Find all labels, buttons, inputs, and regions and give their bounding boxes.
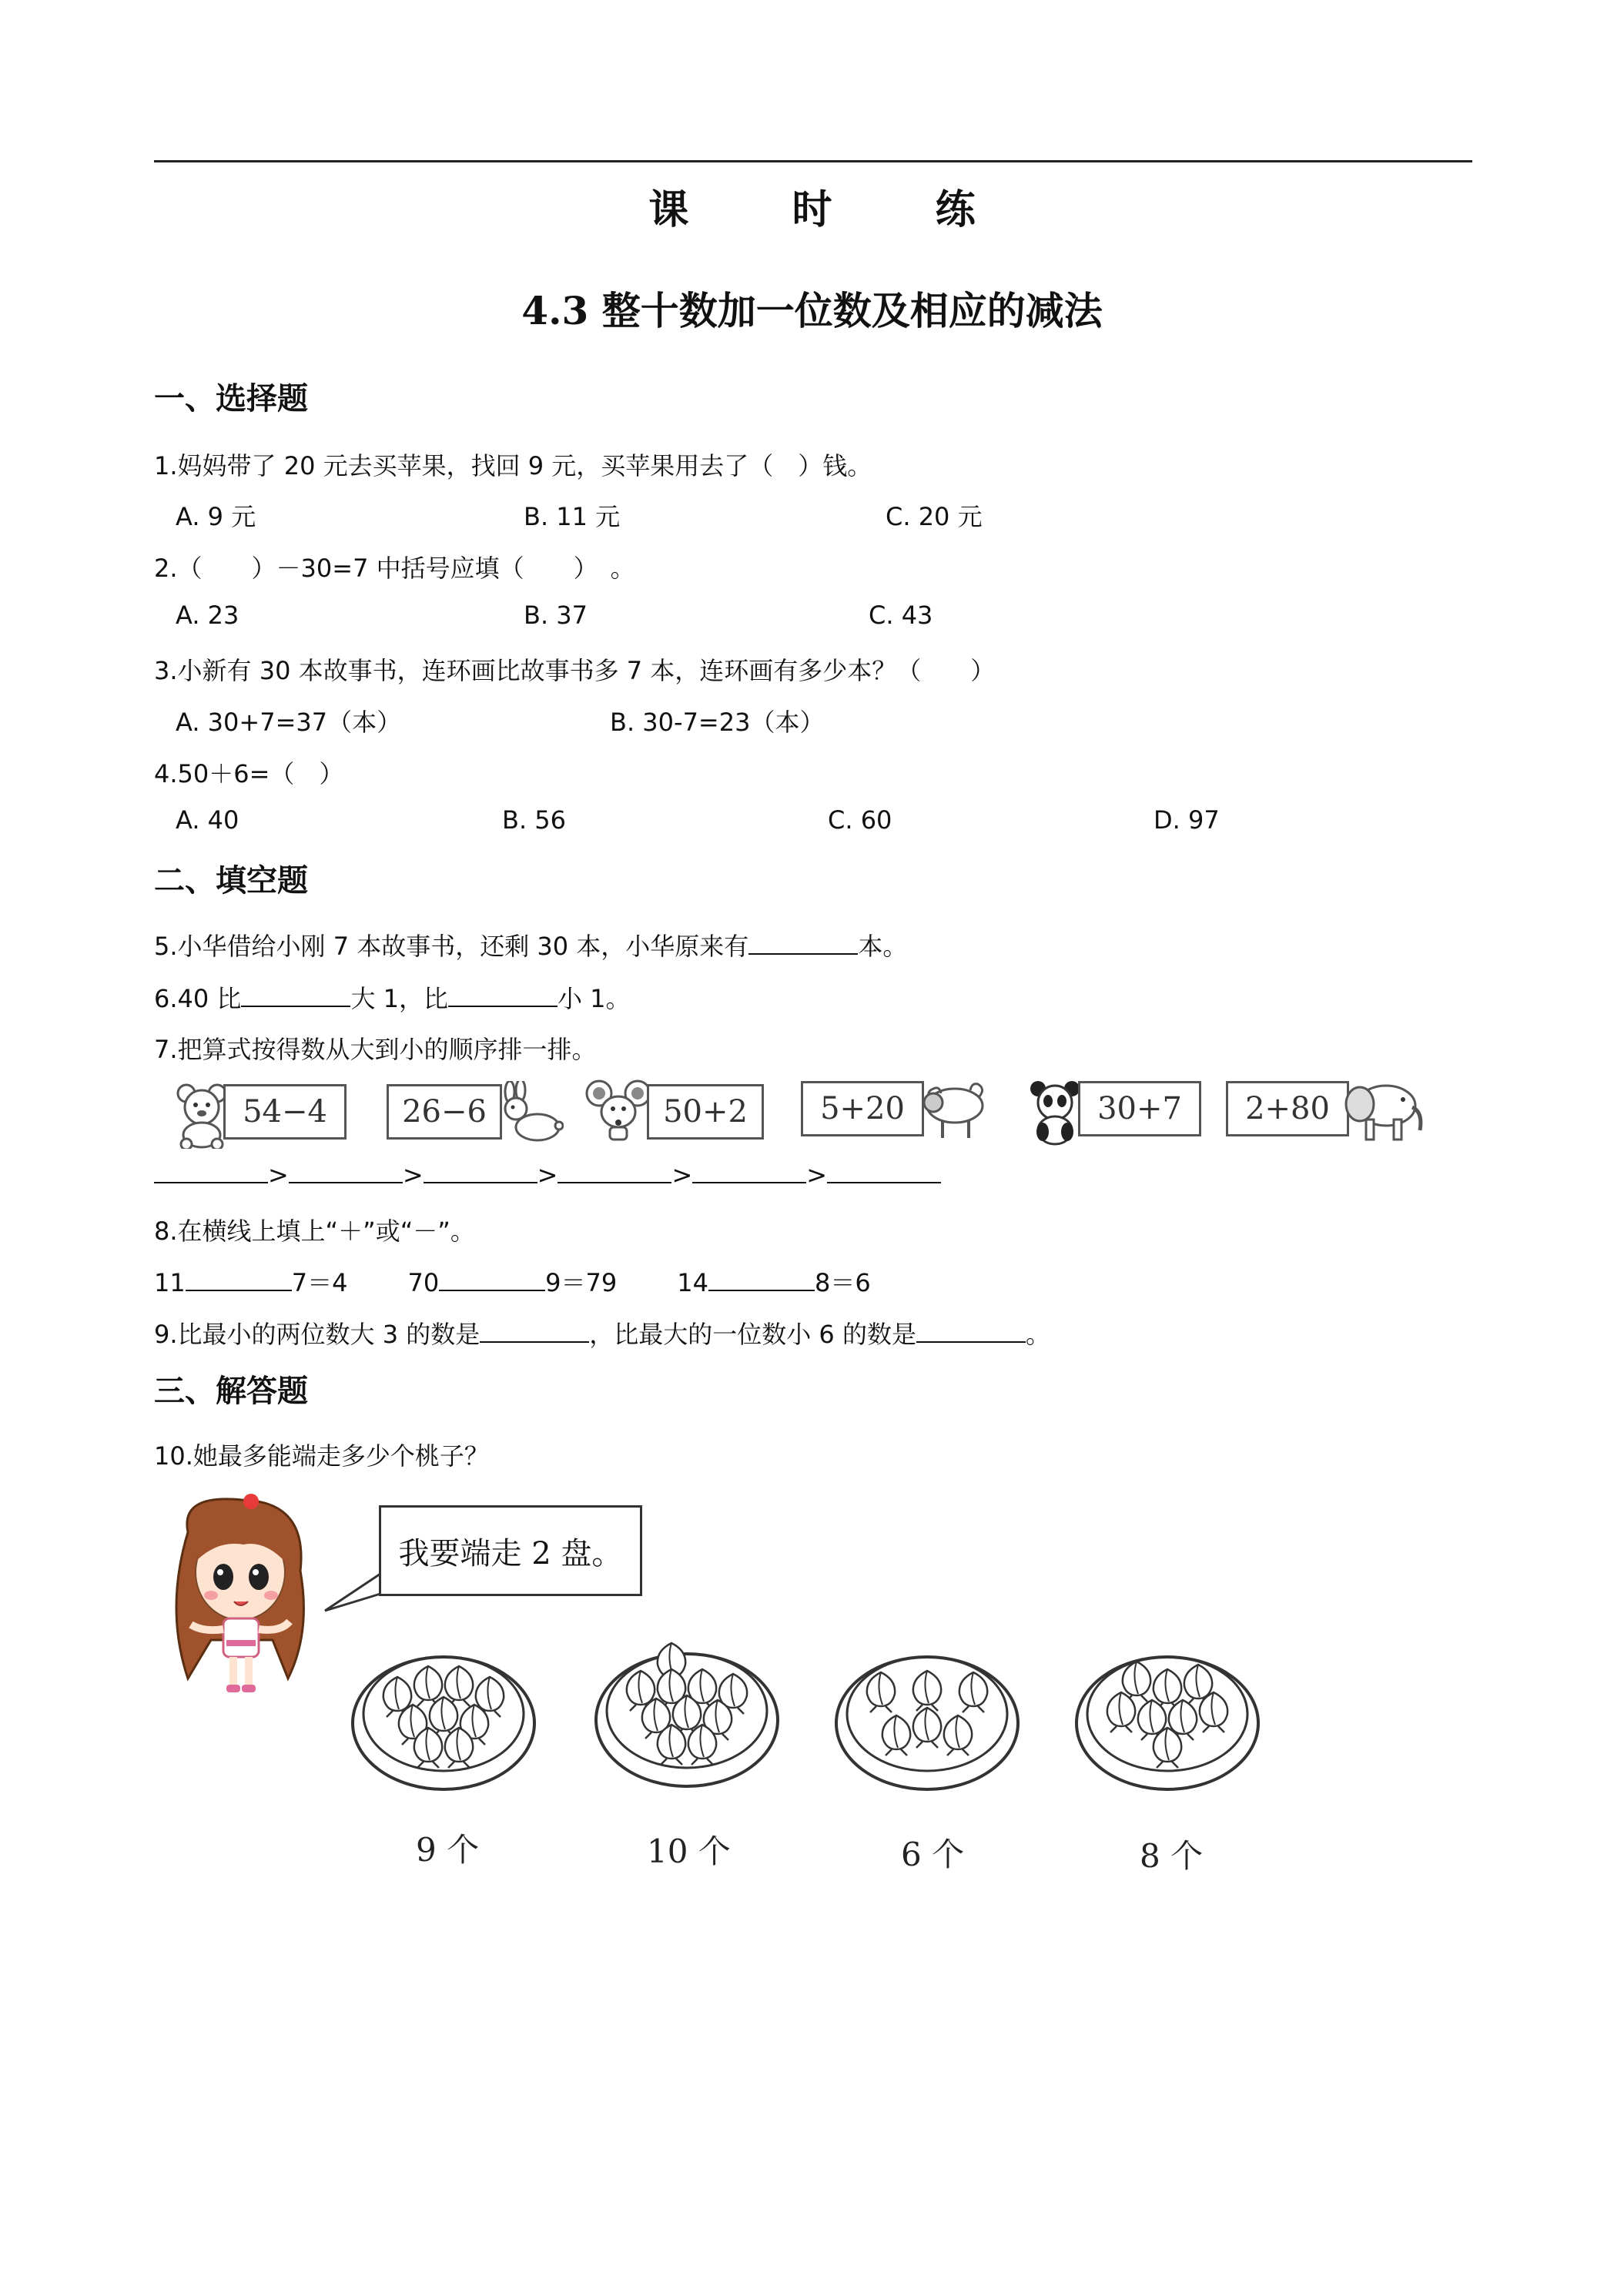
expression-card: 2+80	[1226, 1081, 1349, 1136]
elephant-icon	[1338, 1076, 1425, 1144]
order-blank[interactable]	[827, 1159, 941, 1183]
operator-blank[interactable]	[186, 1267, 292, 1291]
plate-count-label: 8 个	[1140, 1837, 1204, 1875]
expression-card: 30+7	[1078, 1081, 1201, 1136]
q6-blank-2[interactable]	[448, 982, 558, 1007]
girl-illustration	[157, 1486, 326, 1709]
q5-text: 5.小华借给小刚 7 本故事书，还剩 30 本，小华原来有	[154, 932, 749, 961]
greater-than-sign: >	[402, 1160, 424, 1190]
q1-option-a: A. 9 元	[176, 502, 256, 531]
expression-card: 26−6	[387, 1084, 502, 1140]
q2-option-c: C. 43	[869, 601, 933, 630]
plate-count-label: 6 个	[901, 1836, 965, 1873]
section-heading-fill: 二、填空题	[154, 863, 308, 899]
q4-option-b: B. 56	[502, 805, 567, 835]
q1-option-c: C. 20 元	[886, 502, 983, 531]
plate-6	[836, 1657, 1018, 1789]
q8-result: 9＝79	[545, 1268, 618, 1297]
question-4: 4.50＋6=（ ）	[154, 759, 344, 788]
q6-blank-1[interactable]	[241, 982, 350, 1007]
q9-text-2: ，比最大的一位数小 6 的数是	[589, 1320, 916, 1349]
expression-card: 5+20	[801, 1081, 924, 1136]
order-blank[interactable]	[558, 1159, 671, 1183]
greater-than-sign: >	[671, 1160, 693, 1190]
expression-card: 54−4	[223, 1084, 347, 1140]
section-heading-choice: 一、选择题	[154, 381, 308, 417]
q5-suffix: 本。	[858, 932, 908, 961]
page-subtitle: 4.3 整十数加一位数及相应的减法	[521, 288, 1103, 333]
order-blank[interactable]	[692, 1159, 806, 1183]
q8-operand: 70	[407, 1268, 440, 1297]
question-8: 8.在横线上填上“＋”或“－”。	[154, 1217, 475, 1246]
q2-option-a: A. 23	[176, 601, 239, 630]
question-5	[154, 927, 907, 962]
q8-result: 7＝4	[291, 1268, 348, 1297]
greater-than-sign: >	[806, 1160, 828, 1190]
plate-10	[596, 1643, 778, 1786]
q8-operand: 11	[154, 1268, 186, 1297]
q6-text-3: 小 1。	[557, 984, 631, 1013]
q9-blank-2[interactable]	[916, 1318, 1026, 1343]
page-title: 课 时 练	[648, 187, 1020, 233]
q8-item-3	[677, 1268, 870, 1297]
q6-text-1: 6.40 比	[154, 984, 242, 1013]
q8-item-1	[154, 1268, 347, 1297]
q3-option-b: B. 30-7=23（本）	[610, 708, 825, 737]
question-1: 1.妈妈带了 20 元去买苹果，找回 9 元，买苹果用去了（ ）钱。	[154, 451, 872, 480]
speech-bubble: 我要端走 2 盘。	[379, 1505, 642, 1596]
q8-result: 8＝6	[814, 1268, 871, 1297]
q3-option-a: A. 30+7=37（本）	[176, 708, 402, 737]
q8-operand: 14	[677, 1268, 708, 1297]
greater-than-sign: >	[537, 1160, 558, 1190]
operator-blank[interactable]	[439, 1267, 545, 1291]
plate-8	[1077, 1657, 1258, 1789]
rabbit-icon	[493, 1081, 564, 1144]
section-heading-answer: 三、解答题	[154, 1374, 308, 1409]
question-10: 10.她最多能端走多少个桃子？	[154, 1441, 489, 1471]
greater-than-sign: >	[268, 1160, 289, 1190]
operator-fill-row	[154, 1263, 871, 1299]
ordering-answer-row	[154, 1159, 941, 1190]
order-blank[interactable]	[154, 1159, 268, 1183]
expression-card: 50+2	[647, 1084, 764, 1140]
order-blank[interactable]	[424, 1159, 537, 1183]
operator-blank[interactable]	[708, 1267, 815, 1291]
mouse-icon	[585, 1076, 651, 1143]
q9-text-3: 。	[1025, 1320, 1050, 1349]
peach-plates	[351, 1617, 1314, 1794]
q4-option-a: A. 40	[176, 805, 239, 835]
q4-option-c: C. 60	[828, 805, 892, 835]
sheep-icon	[915, 1076, 992, 1143]
q9-blank-1[interactable]	[480, 1318, 589, 1343]
question-7: 7.把算式按得数从大到小的顺序排一排。	[154, 1035, 597, 1064]
question-9	[154, 1315, 1050, 1350]
q2-option-b: B. 37	[524, 601, 588, 630]
q5-blank[interactable]	[748, 930, 858, 955]
plate-9	[353, 1657, 534, 1789]
q8-item-2	[407, 1268, 617, 1297]
plate-count-label: 9 个	[416, 1831, 480, 1869]
q9-text-1: 9.比最小的两位数大 3 的数是	[154, 1320, 481, 1349]
q1-option-b: B. 11 元	[524, 502, 621, 531]
header-rule	[154, 160, 1472, 162]
speech-tail	[322, 1571, 383, 1617]
q6-text-2: 大 1，比	[350, 984, 448, 1013]
question-3: 3.小新有 30 本故事书，连环画比故事书多 7 本，连环画有多少本？（ ）	[154, 656, 996, 685]
question-2: 2.（ ）－30=7 中括号应填（ ） 。	[154, 554, 635, 583]
q4-option-d: D. 97	[1154, 805, 1220, 835]
plate-count-label: 10 个	[647, 1832, 731, 1870]
question-6	[154, 979, 631, 1015]
order-blank[interactable]	[289, 1159, 403, 1183]
